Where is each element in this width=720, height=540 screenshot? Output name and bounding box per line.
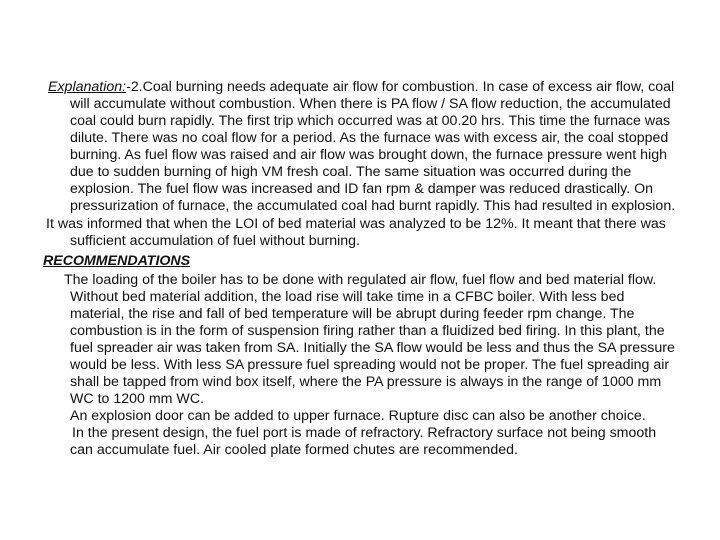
loi-paragraph: It was informed that when the LOI of bed material was analyzed to be 12%. It meant that there was sufficient accumulation of fuel without burning. (46, 216, 666, 249)
recommendations-body (40, 272, 680, 459)
recommendation-paragraph: The loading of the boiler has to be done with regulated air flow, fuel flow and bed material flow. Without bed material addition, the load rise will take time in a CFBC boiler. With less bed material, the rise and fall of bed temperature will be abrupt during feeder rpm change. The combustion is in the form of suspension firing rather than a fluidized bed firing. In this plant, the fuel spreader air was taken from SA. Initially the SA flow would be less and thus the SA pressure would be less. With less SA pressure fuel spreading would not be proper. The fuel spreading air shall be tapped from wind box itself, where the PA pressure is always in the range of 1000 mm WC to 1200 mm WC. (64, 272, 675, 407)
recommendation-paragraph: In the present design, the fuel port is made of refractory. Refractory surface not being smooth can accumulate fuel. Air cooled plate formed chutes are recommended. (70, 425, 657, 458)
explanation-paragraph (40, 79, 680, 215)
recommendations-heading: RECOMMENDATIONS (43, 253, 191, 269)
explanation-text: -2.Coal burning needs adequate air flow for combustion. In case of excess air flow, coal will accumulate without combustion. When there is PA flow / SA flow reduction, the accumulated coal could burn rapidly. The first trip which occurred was at 00.20 hrs. This time the furnace was dilute. There was no coal flow for a period. As the furnace was with excess air, the coal stopped burning. As fuel flow was raised and air flow was brought down, the furnace pressure went high due to sudden burning of high VM fresh coal. The same situation was occurred during the explosion. The fuel flow was increased and ID fan rpm & damper was reduced drastically. On pressurization of furnace, the accumulated coal had burnt rapidly. This had resulted in explosion. (70, 79, 676, 214)
recommendation-paragraph: An explosion door can be added to upper furnace. Rupture disc can also be another choice. (70, 408, 646, 424)
explanation-label: Explanation: (48, 79, 127, 95)
text-body (40, 79, 680, 459)
